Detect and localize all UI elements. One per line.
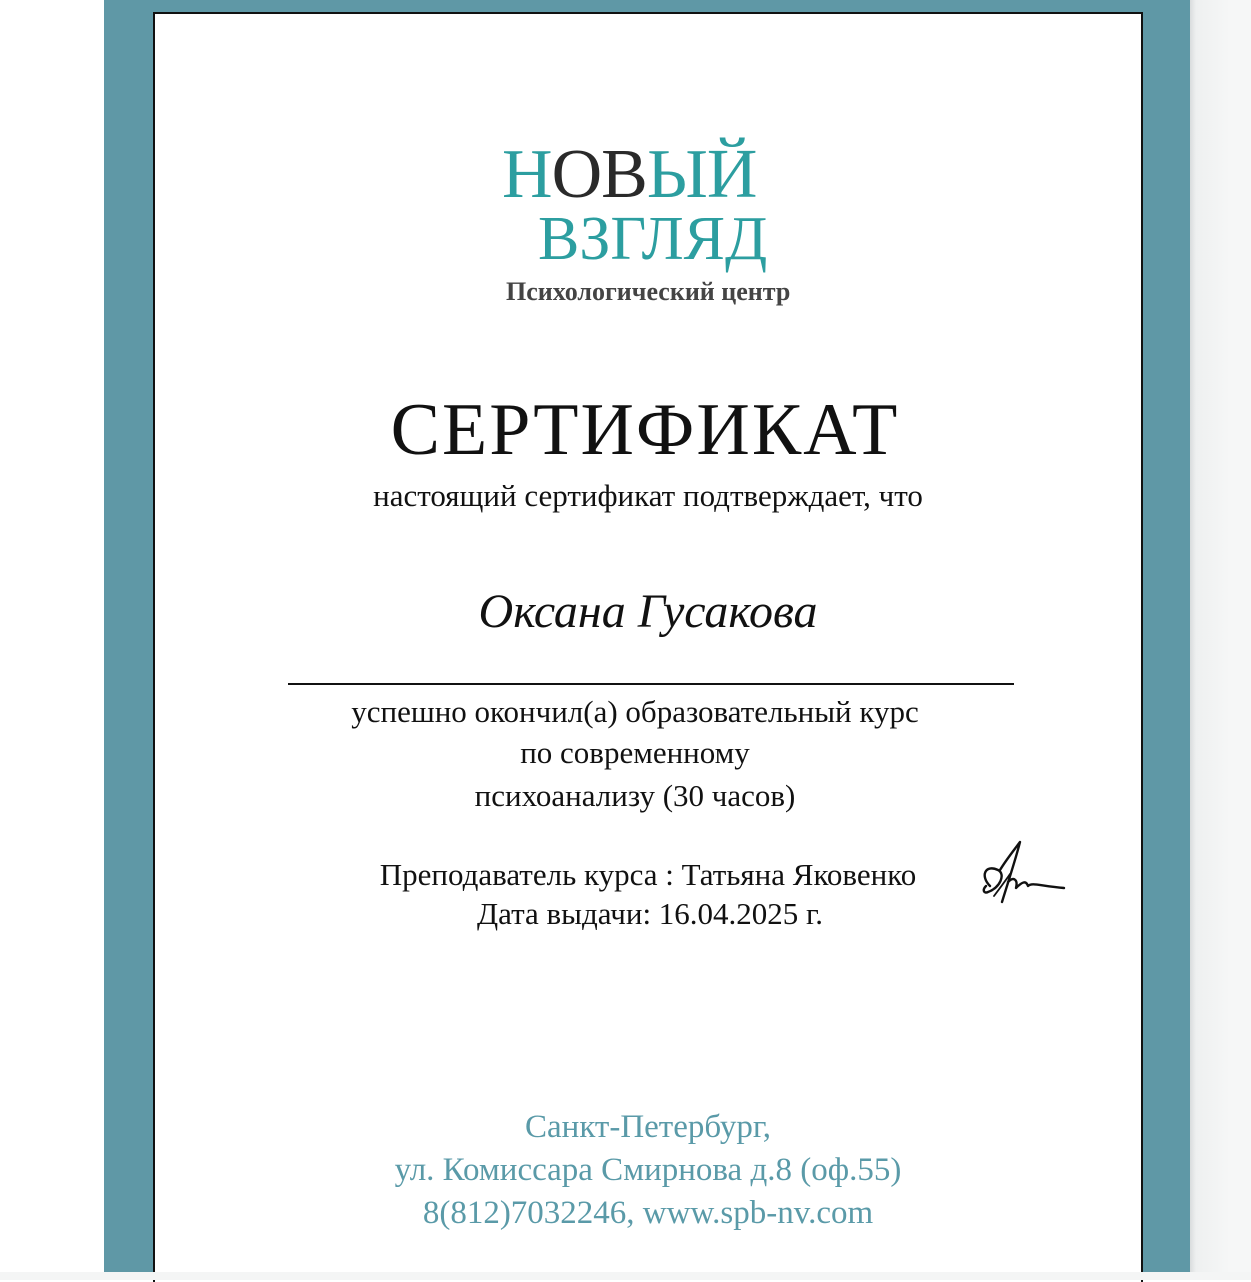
center-logo bbox=[502, 135, 802, 315]
issue-date: Дата выдачи: 16.04.2025 г. bbox=[476, 896, 824, 931]
logo-letters-yi: ЫЙ bbox=[646, 136, 757, 213]
course-line-2: по современному bbox=[520, 735, 750, 770]
recipient-name: Оксана Гусакова bbox=[478, 585, 818, 638]
logo-letters-n: Н bbox=[502, 136, 552, 213]
name-underline bbox=[288, 683, 1014, 685]
address-city: Санкт-Петербург, bbox=[525, 1109, 771, 1145]
course-line-1: успешно окончил(а) образовательный курс bbox=[351, 694, 919, 729]
logo-tagline: Психологический центр bbox=[506, 277, 791, 306]
teacher-line: Преподаватель курса : Татьяна Яковенко bbox=[379, 857, 917, 892]
screen-bottom-edge bbox=[0, 1272, 1251, 1280]
logo-subtitle-word: ВЗГЛЯД bbox=[538, 205, 768, 273]
address-contacts: 8(812)7032246, www.spb-nv.com bbox=[422, 1195, 874, 1231]
certificate-intro: настоящий сертификат подтверждает, что bbox=[373, 478, 923, 513]
certificate-title: СЕРТИФИКАТ bbox=[390, 389, 900, 471]
signature-icon bbox=[970, 836, 1070, 916]
course-line-3: психоанализу (30 часов) bbox=[474, 778, 796, 813]
address-street: ул. Комиссара Смирнова д.8 (оф.55) bbox=[394, 1152, 902, 1188]
screen-edge bbox=[1190, 0, 1251, 1280]
logo-letters-ov: ОВ bbox=[551, 136, 647, 213]
